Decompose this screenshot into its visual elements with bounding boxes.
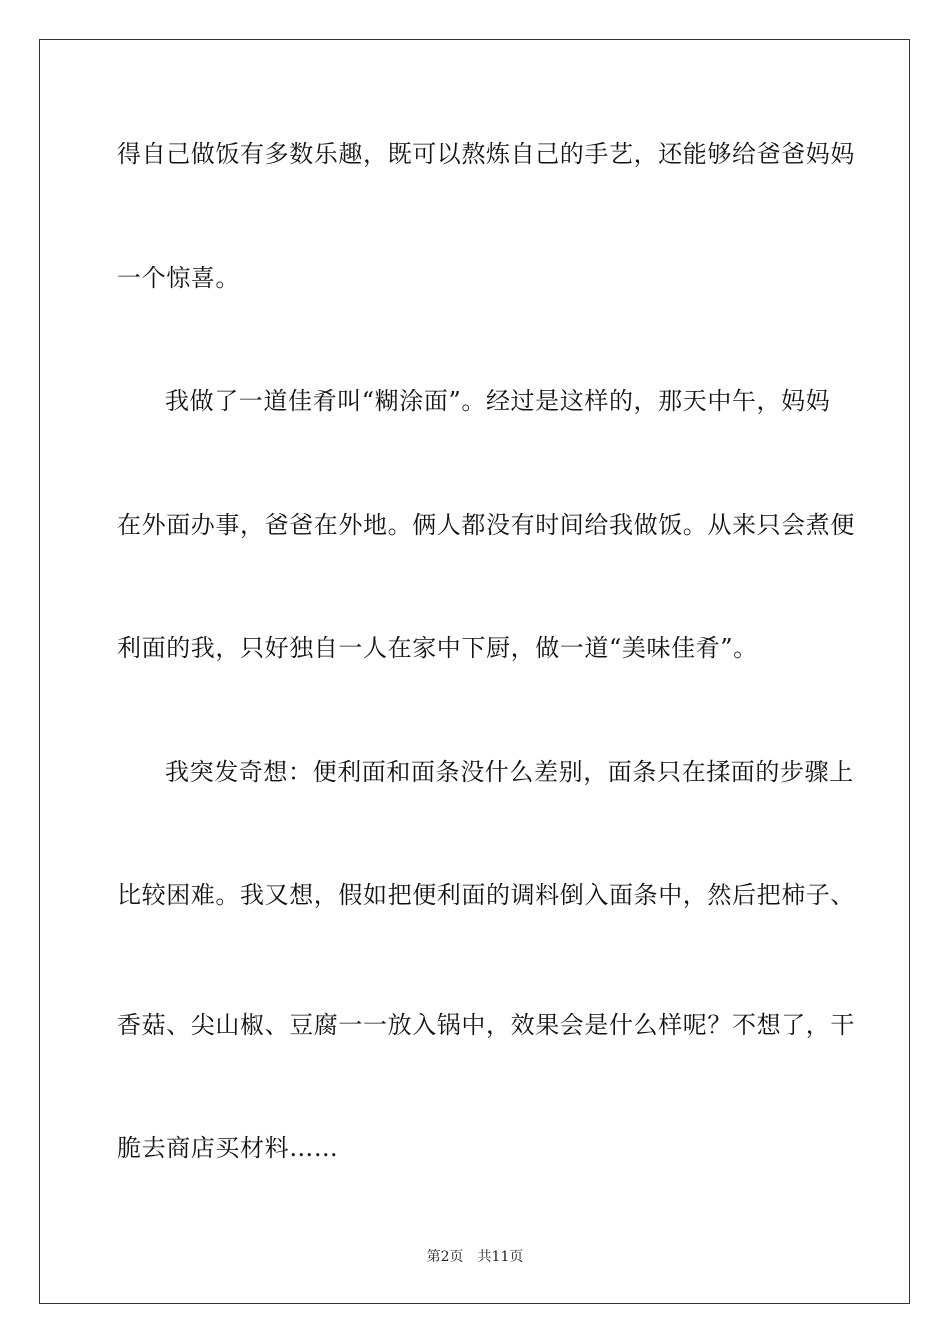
page-border xyxy=(39,39,910,1304)
text-line: 香菇、尖山椒、豆腐一一放入锅中，效果会是什么样呢？不想了，干 xyxy=(117,1011,855,1039)
text-line: 在外面办事，爸爸在外地。俩人都没有时间给我做饭。从来只会煮便 xyxy=(117,511,855,539)
text-line: 利面的我，只好独自一人在家中下厨，做一道“美味佳肴”。 xyxy=(117,634,758,662)
page-number: 第2页 xyxy=(426,1249,464,1265)
text-line: 一个惊喜。 xyxy=(117,264,240,292)
text-line: 我做了一道佳肴叫“糊涂面”。经过是这样的，那天中午，妈妈 xyxy=(165,387,831,415)
page-footer xyxy=(0,1248,950,1266)
page-total: 共11页 xyxy=(477,1249,524,1265)
text-line: 比较困难。我又想，假如把便利面的调料倒入面条中，然后把柿子、 xyxy=(117,881,855,909)
text-line: 得自己做饭有多数乐趣，既可以熬炼自己的手艺，还能够给爸爸妈妈 xyxy=(117,140,855,168)
text-line: 脆去商店买材料…… xyxy=(117,1134,339,1162)
text-line: 我突发奇想：便利面和面条没什么差别，面条只在揉面的步骤上 xyxy=(165,758,854,786)
